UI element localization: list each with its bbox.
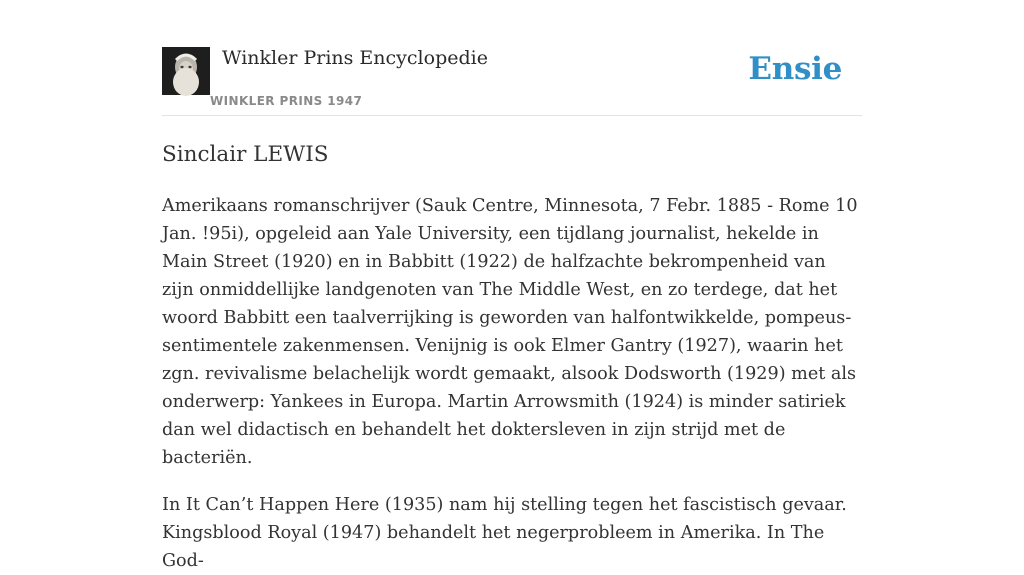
article-paragraph-2: In It Can’t Happen Here (1935) nam hij stelling tegen het fascistisch gevaar. Kingsblood Royal (1947) behandelt het negerprobleem in Amerika. In The God- (162, 495, 847, 571)
source-subtitle[interactable]: WINKLER PRINS 1947 (210, 94, 363, 108)
bearded-man-portrait-icon (162, 47, 210, 95)
article-title: Sinclair LEWIS (162, 142, 329, 167)
source-avatar-icon[interactable] (162, 47, 210, 95)
site-header (162, 0, 862, 116)
source-title[interactable]: Winkler Prins Encyclopedie (222, 47, 488, 69)
article (162, 138, 862, 575)
brand-logo[interactable]: Ensie (748, 51, 842, 87)
article-paragraph-1: Amerikaans romanschrijver (Sauk Centre, Minnesota, 7 Febr. 1885 - Rome 10 Jan. !95i), opgeleid aan Yale University, een tijdlang journalist, hekelde in Main Street (1920) en in Babbitt (1922) de halfzachte bekrompenheid van zijn onmiddellijke landgenoten van The Middle West, en zo terdege, dat het woord Babbitt een taalverrijking is geworden van halfontwikkelde, pompeus-sentimentele zakenmensen. Venijnig is ook Elmer Gantry (1927), waarin het zgn. revivalisme belachelijk wordt gemaakt, alsook Dodsworth (1929) met als onderwerp: Yankees in Europa. Martin Arrowsmith (1924) is minder satiriek dan wel didactisch en behandelt het doktersleven in zijn strijd met de bacteriën. (162, 196, 858, 468)
